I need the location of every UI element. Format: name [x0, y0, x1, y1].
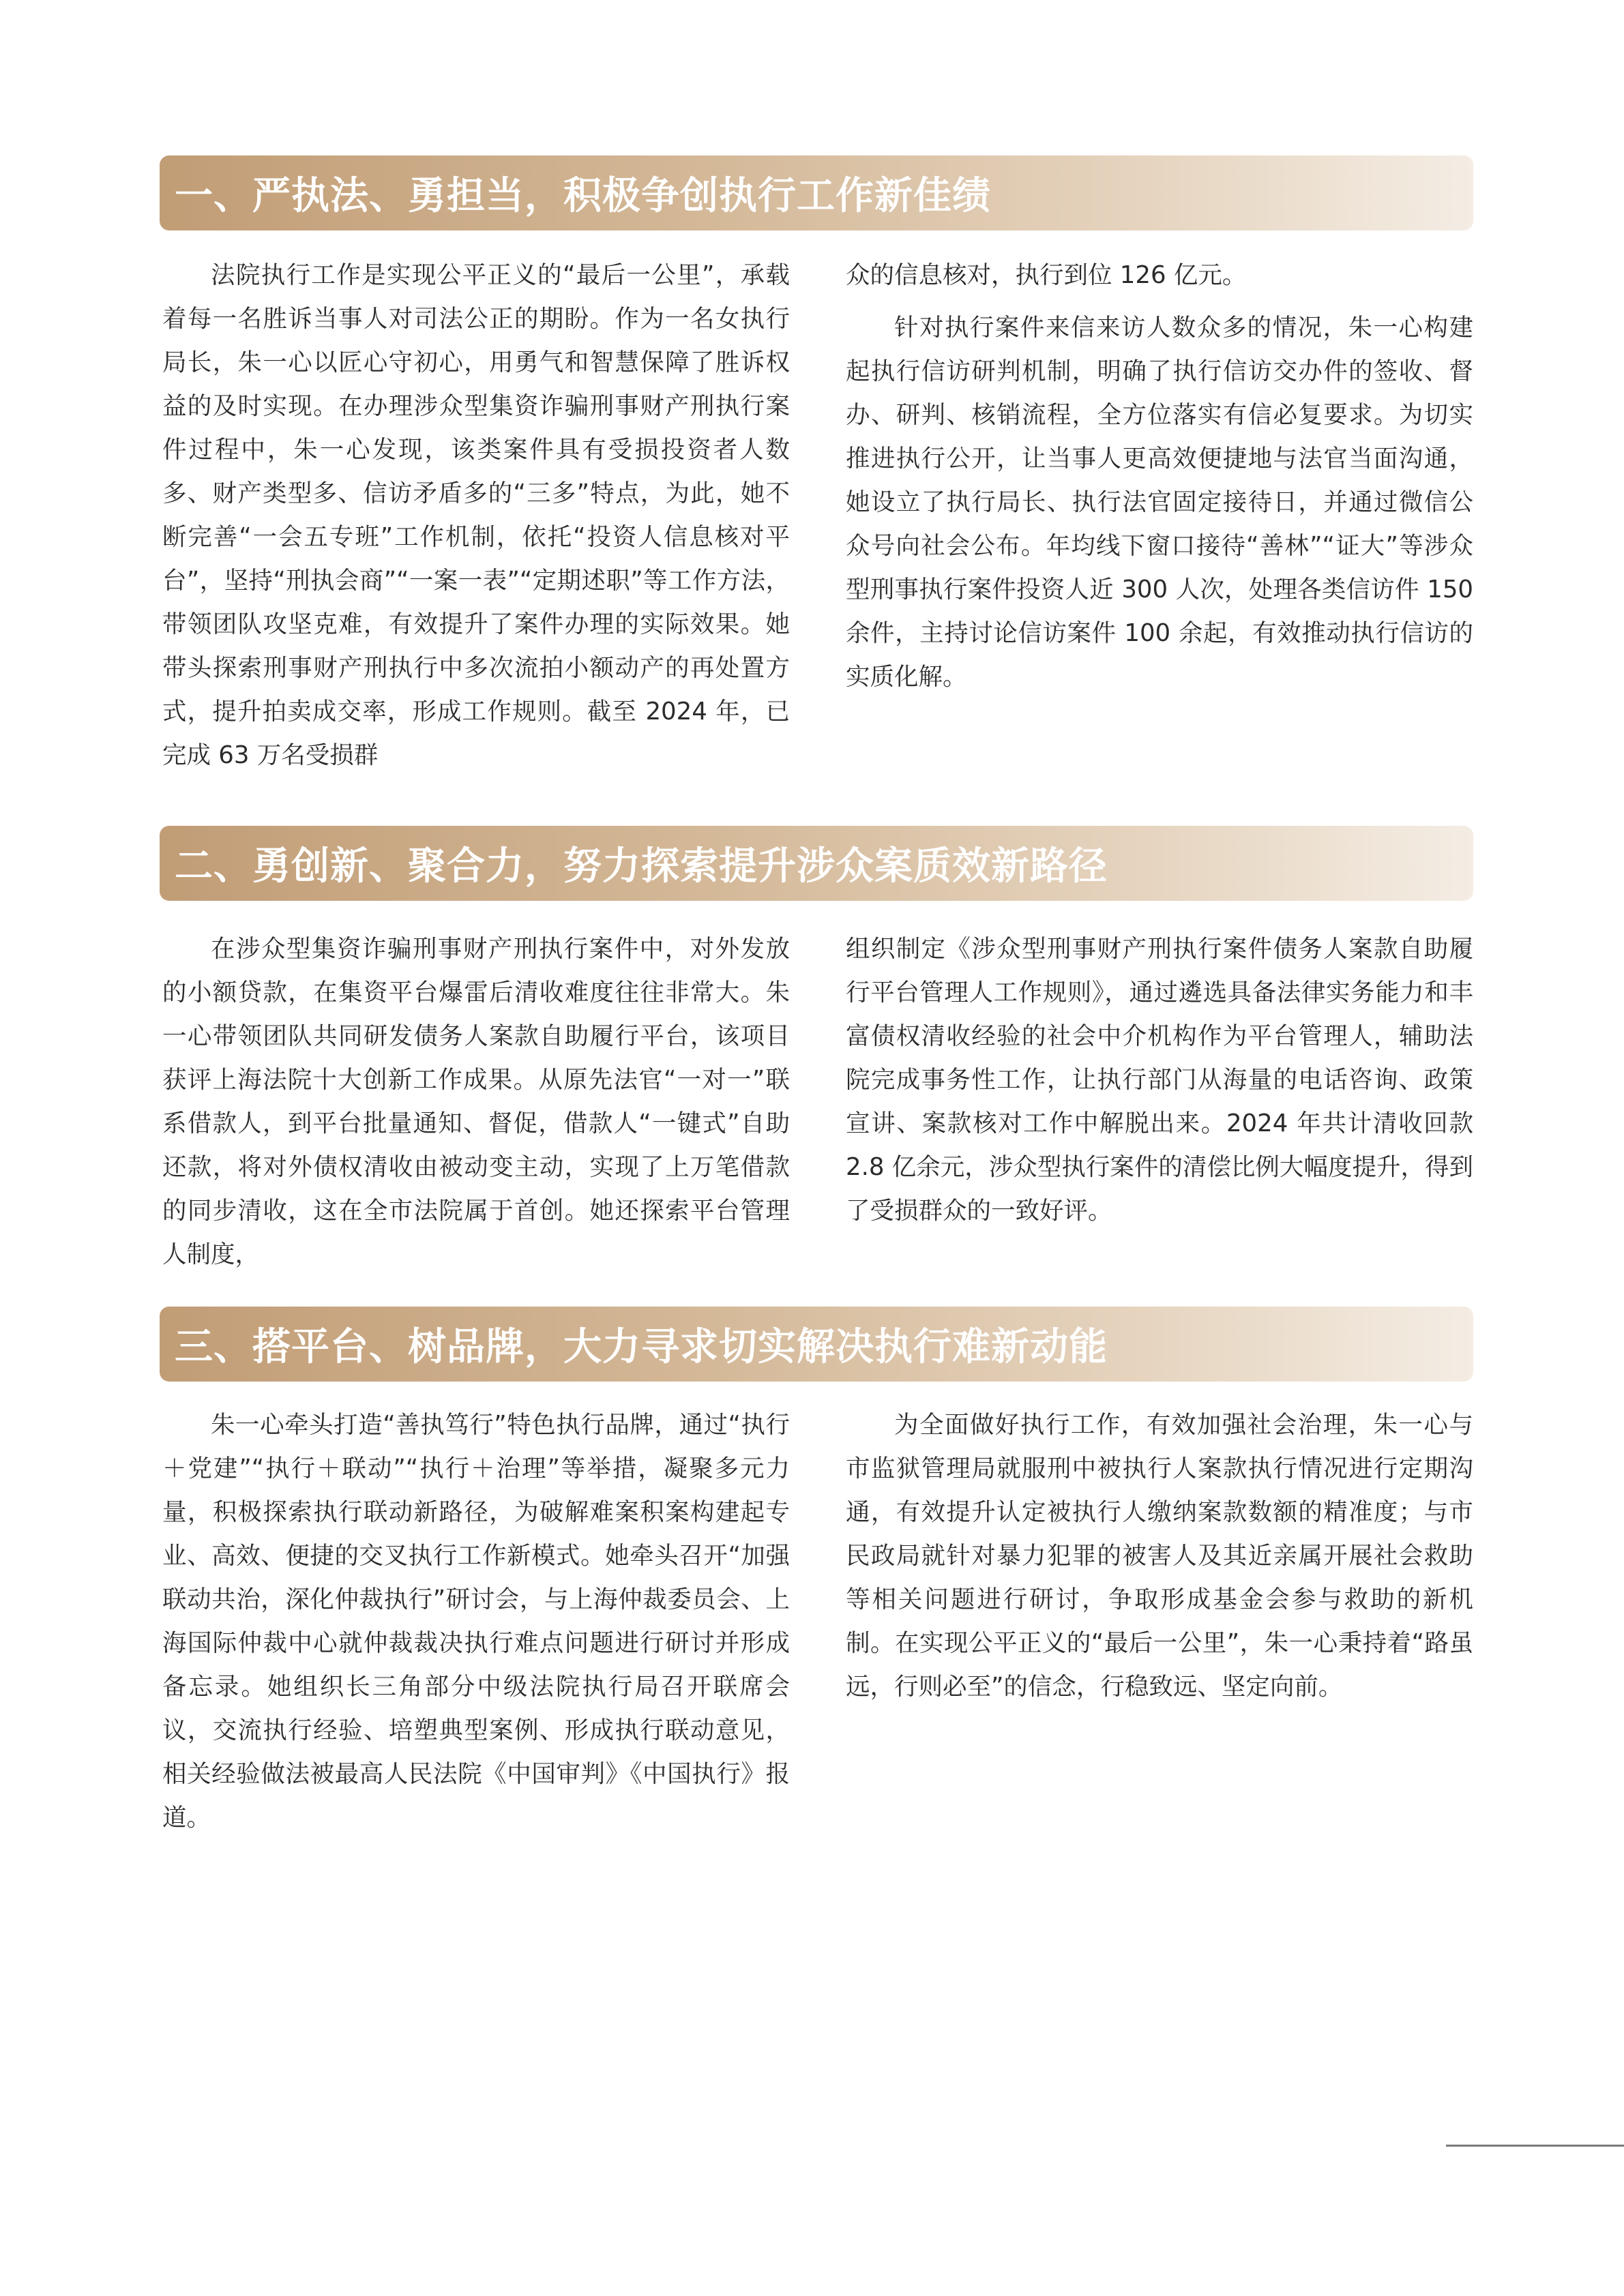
- section-2-left-paragraph-1: 在涉众型集资诈骗刑事财产刑执行案件中，对外发放的小额贷款，在集资平台爆雷后清收难度往往非常大。朱一心带领团队共同研发债务人案款自助履行平台，该项目获评上海法院十大创新工作成果。从原先法官“一对一”联系借款人，到平台批量通知、督促，借款人“一键式”自助还款，将对外债权清收由被动变主动，实现了上万笔借款的同步清收，这在全市法院属于首创。她还探索平台管理人制度，: [162, 935, 790, 1268]
- section-3-heading: 三、搭平台、树品牌，大力寻求切实解决执行难新动能: [175, 1325, 1108, 1369]
- section-2-heading-bar: [160, 826, 1473, 901]
- section-1-left-column: [162, 254, 790, 786]
- section-1-right-column: [846, 254, 1473, 708]
- section-3-right-paragraph-1: 为全面做好执行工作，有效加强社会治理，朱一心与市监狱管理局就服刑中被执行人案款执行情况进行定期沟通，有效提升认定被执行人缴纳案款数额的精准度；与市民政局就针对暴力犯罪的被害人及其近亲属开展社会救助等相关问题进行研讨，争取形成基金会参与救助的新机制。在实现公平正义的“最后一公里”，朱一心秉持着“路虽远，行则必至”的信念，行稳致远、坚定向前。: [846, 1411, 1473, 1701]
- section-1-left-paragraph-1: 法院执行工作是实现公平正义的“最后一公里”，承载着每一名胜诉当事人对司法公正的期盼。作为一名女执行局长，朱一心以匠心守初心，用勇气和智慧保障了胜诉权益的及时实现。在办理涉众型集资诈骗刑事财产刑执行案件过程中，朱一心发现，该类案件具有受损投资者人数多、财产类型多、信访矛盾多的“三多”特点，为此，她不断完善“一会五专班”工作机制，依托“投资人信息核对平台”，坚持“刑执会商”“一案一表”“定期述职”等工作方法，带领团队攻坚克难，有效提升了案件办理的实际效果。她带头探索刑事财产刑执行中多次流拍小额动产的再处置方式，提升拍卖成交率，形成工作规则。截至 2024 年，已完成 63 万名受损群: [162, 261, 790, 769]
- section-1-heading: 一、严执法、勇担当，积极争创执行工作新佳绩: [175, 174, 991, 218]
- footer-rule: [1446, 2145, 1624, 2147]
- section-1-heading-bar: [160, 155, 1473, 230]
- section-3-left-column: [162, 1403, 790, 1849]
- section-3-heading-bar: [160, 1307, 1473, 1382]
- section-2-heading: 二、勇创新、聚合力，努力探索提升涉众案质效新路径: [175, 844, 1108, 889]
- section-1-right-paragraph-2: 针对执行案件来信来访人数众多的情况，朱一心构建起执行信访研判机制，明确了执行信访交办件的签收、督办、研判、核销流程，全方位落实有信必复要求。为切实推进执行公开，让当事人更高效便捷地与法官当面沟通，她设立了执行局长、执行法官固定接待日，并通过微信公众号向社会公布。年均线下窗口接待“善林”“证大”等涉众型刑事执行案件投资人近 300 人次，处理各类信访件 150 余件，主持讨论信访案件 100 余起，有效推动执行信访的实质化解。: [846, 314, 1473, 691]
- section-1-right-paragraph-1: 众的信息核对，执行到位 126 亿元。: [846, 261, 1247, 289]
- section-3-left-paragraph-1: 朱一心牵头打造“善执笃行”特色执行品牌，通过“执行＋党建”“执行＋联动”“执行＋治理”等举措，凝聚多元力量，积极探索执行联动新路径，为破解难案积案构建起专业、高效、便捷的交叉执行工作新模式。她牵头召开“加强联动共治，深化仲裁执行”研讨会，与上海仲裁委员会、上海国际仲裁中心就仲裁裁决执行难点问题进行研讨并形成备忘录。她组织长三角部分中级法院执行局召开联席会议，交流执行经验、培塑典型案例、形成执行联动意见，相关经验做法被最高人民法院《中国审判》《中国执行》报道。: [162, 1411, 790, 1832]
- section-2-right-column: [846, 927, 1473, 1242]
- section-2-right-paragraph-1: 组织制定《涉众型刑事财产刑执行案件债务人案款自助履行平台管理人工作规则》，通过遴选具备法律实务能力和丰富债权清收经验的社会中介机构作为平台管理人，辅助法院完成事务性工作，让执行部门从海量的电话咨询、政策宣讲、案款核对工作中解脱出来。2024 年共计清收回款 2.8 亿余元，涉众型执行案件的清偿比例大幅度提升，得到了受损群众的一致好评。: [846, 935, 1473, 1225]
- section-2-left-column: [162, 927, 790, 1285]
- section-3-right-column: [846, 1403, 1473, 1718]
